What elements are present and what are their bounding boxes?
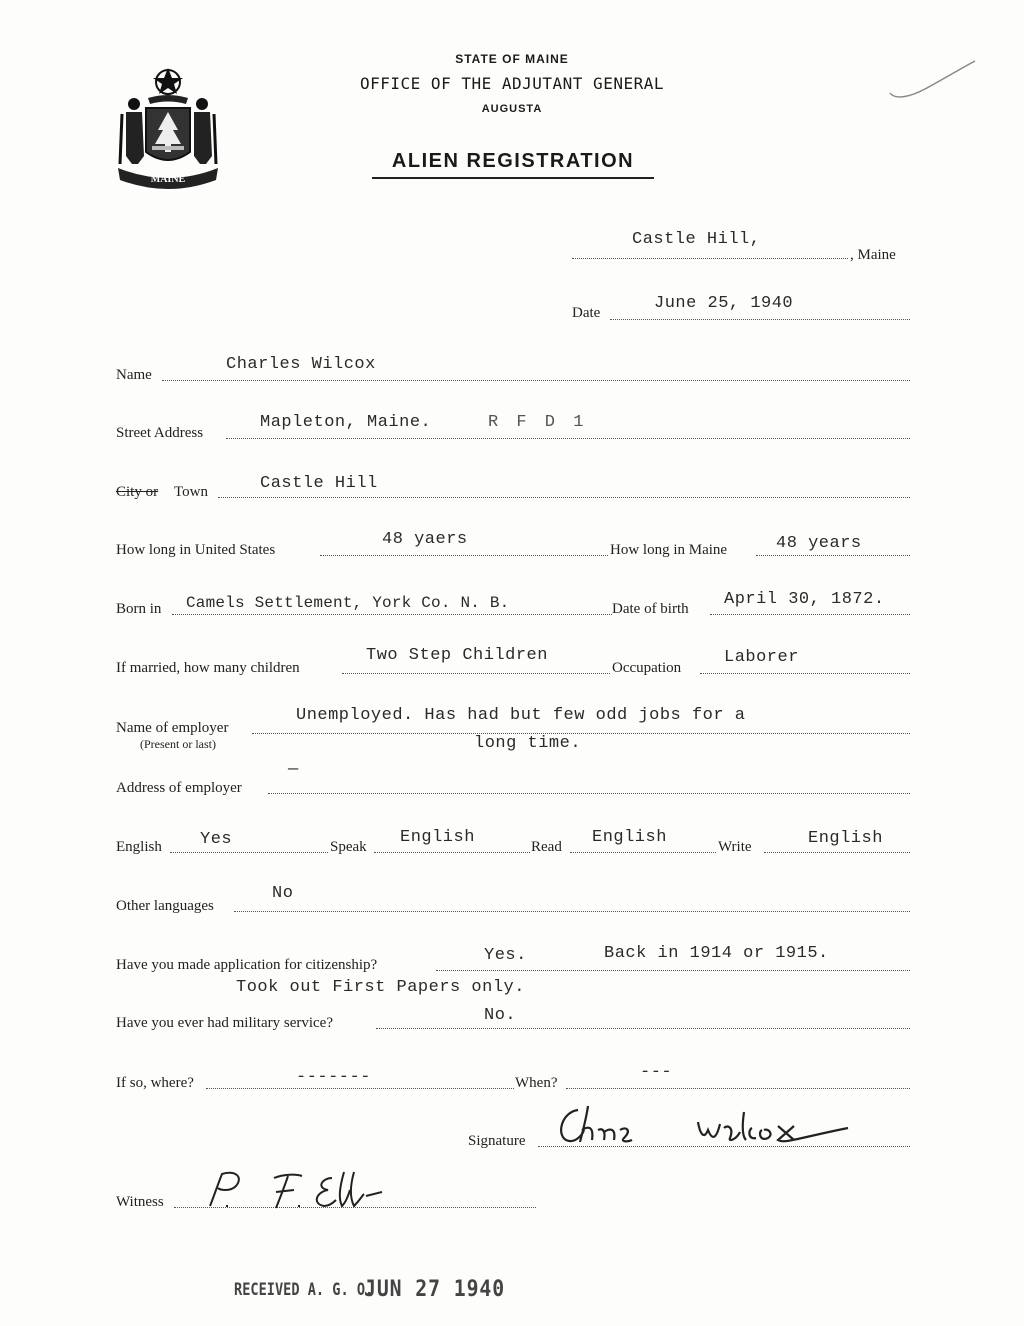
employer-value-line2: long time.: [474, 734, 582, 753]
how-long-maine-value: 48 years: [776, 534, 862, 553]
children-value: Two Step Children: [366, 646, 548, 665]
street-address-extra: R F D 1: [488, 413, 588, 432]
citizenship-extra: Back in 1914 or 1915.: [604, 944, 829, 963]
where-label: If so, where?: [116, 1075, 194, 1091]
page-title: ALIEN REGISTRATION: [372, 150, 654, 179]
received-stamp-date: JUN 27 1940: [364, 1277, 506, 1302]
check-mark-icon: [880, 55, 980, 105]
witness-handwriting-icon: [204, 1166, 414, 1212]
employer-sublabel: (Present or last): [140, 737, 216, 751]
citizenship-label: Have you made application for citizenship?: [116, 957, 378, 973]
employer-label: Name of employer: [116, 720, 229, 736]
other-languages-label: Other languages: [116, 898, 214, 914]
when-value: ---: [640, 1063, 673, 1082]
maine-state-seal-icon: [112, 64, 224, 194]
date-of-birth-label: Date of birth: [612, 601, 689, 617]
city-heading: AUGUSTA: [481, 103, 543, 115]
write-label: Write: [718, 839, 752, 855]
date-of-birth-value: April 30, 1872.: [724, 590, 885, 609]
date-label: Date: [572, 305, 601, 321]
town-value: Castle Hill: [260, 474, 378, 493]
read-value: English: [592, 828, 667, 847]
children-label: If married, how many children: [116, 660, 300, 676]
state-heading: STATE OF MAINE: [455, 52, 569, 66]
street-address-label: Street Address: [116, 425, 204, 441]
military-label: Have you ever had military service?: [116, 1015, 333, 1031]
military-value: No.: [484, 1006, 517, 1025]
born-in-label: Born in: [116, 601, 162, 617]
witness-label: Witness: [116, 1194, 164, 1210]
other-languages-value: No: [272, 884, 294, 903]
office-heading: OFFICE OF THE ADJUTANT GENERAL: [360, 74, 664, 93]
location-value: Castle Hill,: [632, 230, 761, 249]
read-label: Read: [531, 839, 562, 855]
write-value: English: [808, 829, 883, 848]
seal-ribbon-text: MAINE: [150, 174, 186, 185]
signature-label: Signature: [468, 1133, 526, 1149]
date-value: June 25, 1940: [654, 294, 794, 313]
employer-address-label: Address of employer: [116, 780, 242, 796]
speak-label: Speak: [330, 839, 367, 855]
occupation-label: Occupation: [612, 660, 682, 676]
english-value: Yes: [200, 830, 233, 849]
english-label: English: [116, 839, 162, 855]
citizenship-value: Yes.: [484, 946, 527, 965]
signature-handwriting-icon: [548, 1100, 888, 1156]
location-suffix: , Maine: [850, 247, 896, 263]
name-value: Charles Wilcox: [226, 355, 376, 374]
employer-address-value: —: [288, 760, 299, 779]
city-label-struck: City or: [116, 484, 159, 500]
speak-value: English: [400, 828, 475, 847]
occupation-value: Laborer: [724, 648, 799, 667]
citizenship-note: Took out First Papers only.: [236, 978, 525, 997]
employer-value-line1: Unemployed. Has had but few odd jobs for a: [296, 706, 746, 725]
how-long-us-value: 48 yaers: [382, 530, 468, 549]
when-label: When?: [515, 1075, 558, 1091]
received-stamp-text: RECEIVED A. G. O.: [234, 1280, 374, 1300]
name-label: Name: [116, 367, 152, 383]
how-long-us-label: How long in United States: [116, 542, 276, 558]
born-in-value: Camels Settlement, York Co. N. B.: [186, 594, 510, 612]
street-address-value: Mapleton, Maine.: [260, 413, 432, 432]
where-value: -------: [296, 1068, 371, 1087]
town-label: Town: [174, 484, 208, 500]
how-long-maine-label: How long in Maine: [610, 542, 728, 558]
